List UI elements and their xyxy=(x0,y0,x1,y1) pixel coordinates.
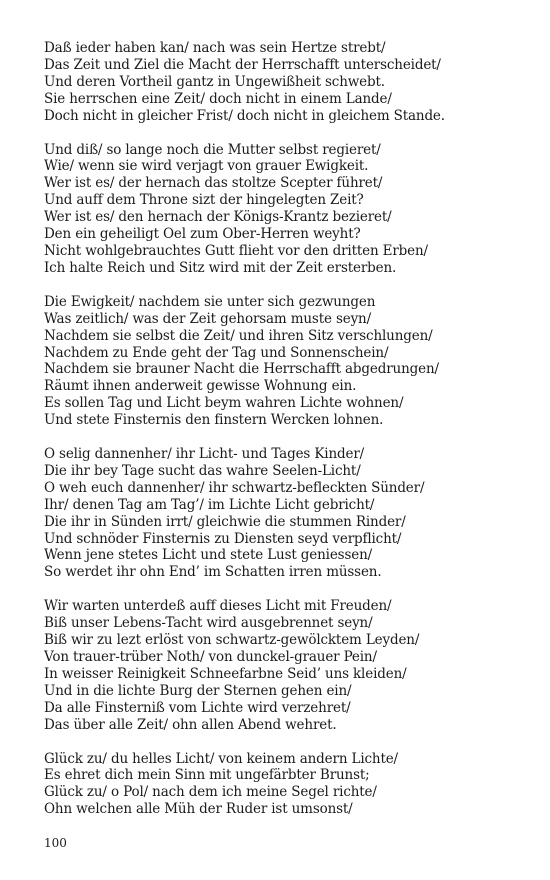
verse-line: O selig dannenher/ ihr Licht- und Tages Kinder/ xyxy=(44,446,365,463)
verse-line: Es ehret dich mein Sinn mit ungefärbter Brunst; xyxy=(44,767,370,784)
verse-line: Und deren Vortheil gantz in Ungewißheit schwebt. xyxy=(44,73,385,90)
verse-line: Ohn welchen alle Müh der Ruder ist umsonst/ xyxy=(44,801,353,818)
poem-text xyxy=(44,40,524,835)
verse-line: Nachdem zu Ende geht der Tag und Sonnenschein/ xyxy=(44,344,389,361)
verse-line: Den ein geheiligt Oel zum Ober-Herren weyht? xyxy=(44,226,361,243)
verse-line: Wer ist es/ der hernach das stoltze Scepter führet/ xyxy=(44,175,383,192)
verse-line: Und stete Finsternis den finstern Wercken lohnen. xyxy=(44,412,384,429)
verse-line: Sie herrschen eine Zeit/ doch nicht in einem Lande/ xyxy=(44,90,392,107)
stanza xyxy=(44,40,524,125)
verse-line: Wie/ wenn sie wird verjagt von grauer Ewigkeit. xyxy=(44,158,369,175)
stanza xyxy=(44,142,524,277)
verse-line: Glück zu/ du helles Licht/ von keinem andern Lichte/ xyxy=(44,750,398,767)
stanza xyxy=(44,751,524,819)
verse-line: Und auff dem Throne sizt der hingelegten Zeit? xyxy=(44,192,364,209)
verse-line: Und in die lichte Burg der Sternen gehen ein/ xyxy=(44,682,352,699)
verse-line: Doch nicht in gleicher Frist/ doch nicht in gleichem Stande. xyxy=(44,107,445,124)
verse-line: In weisser Reinigkeit Schneefarbne Seid’ uns kleiden/ xyxy=(44,665,407,682)
stanza xyxy=(44,598,524,733)
verse-line: Was zeitlich/ was der Zeit gehorsam muste seyn/ xyxy=(44,310,371,327)
stanza xyxy=(44,294,524,429)
verse-line: Nachdem sie brauner Nacht die Herrschafft abgedrungen/ xyxy=(44,361,439,378)
verse-line: So werdet ihr ohn End’ im Schatten irren müssen. xyxy=(44,564,382,581)
verse-line: Es sollen Tag und Licht beym wahren Lichte wohnen/ xyxy=(44,395,404,412)
verse-line: Da alle Finsterniß vom Lichte wird verzehret/ xyxy=(44,699,351,716)
verse-line: Das über alle Zeit/ ohn allen Abend wehret. xyxy=(44,716,337,733)
verse-line: Wenn jene stetes Licht und stete Lust geniessen/ xyxy=(44,547,373,564)
verse-line: O weh euch dannenher/ ihr schwartz-befleckten Sünder/ xyxy=(44,479,425,496)
verse-line: Nachdem sie selbst die Zeit/ und ihren Sitz verschlungen/ xyxy=(44,327,433,344)
verse-line: Die ihr in Sünden irrt/ gleichwie die stummen Rinder/ xyxy=(44,513,406,530)
verse-line: Und diß/ so lange noch die Mutter selbst regieret/ xyxy=(44,141,381,158)
verse-line: Glück zu/ o Pol/ nach dem ich meine Segel richte/ xyxy=(44,784,377,801)
verse-line: Die Ewigkeit/ nachdem sie unter sich gezwungen xyxy=(44,293,376,310)
verse-line: Ihr/ denen Tag am Tag’/ im Lichte Licht gebricht/ xyxy=(44,496,375,513)
verse-line: Wer ist es/ den hernach der Königs-Krantz bezieret/ xyxy=(44,209,392,226)
verse-line: Ich halte Reich und Sitz wird mit der Zeit ersterben. xyxy=(44,259,397,276)
verse-line: Daß ieder haben kan/ nach was sein Hertze strebt/ xyxy=(44,40,386,56)
verse-line: Von trauer-trüber Noth/ von dunckel-grauer Pein/ xyxy=(44,649,377,665)
verse-line: Und schnöder Finsternis zu Diensten seyd verpflicht/ xyxy=(44,530,402,547)
page-number: 100 xyxy=(44,836,67,850)
verse-line: Nicht wohlgebrauchtes Gutt flieht vor den dritten Erben/ xyxy=(44,242,428,259)
stanza xyxy=(44,446,524,581)
verse-line: Wir warten unterdeß auff dieses Licht mit Freuden/ xyxy=(44,598,392,615)
verse-line: Biß wir zu lezt erlöst von schwartz-gewölcktem Leyden/ xyxy=(44,632,420,649)
verse-line: Biß unser Lebens-Tacht wird ausgebrennet seyn/ xyxy=(44,615,373,632)
verse-line: Das Zeit und Ziel die Macht der Herrschafft unterscheidet/ xyxy=(44,56,441,73)
verse-line: Die ihr bey Tage sucht das wahre Seelen-Licht/ xyxy=(44,462,361,479)
verse-line: Räumt ihnen anderweit gewisse Wohnung ein. xyxy=(44,378,357,395)
